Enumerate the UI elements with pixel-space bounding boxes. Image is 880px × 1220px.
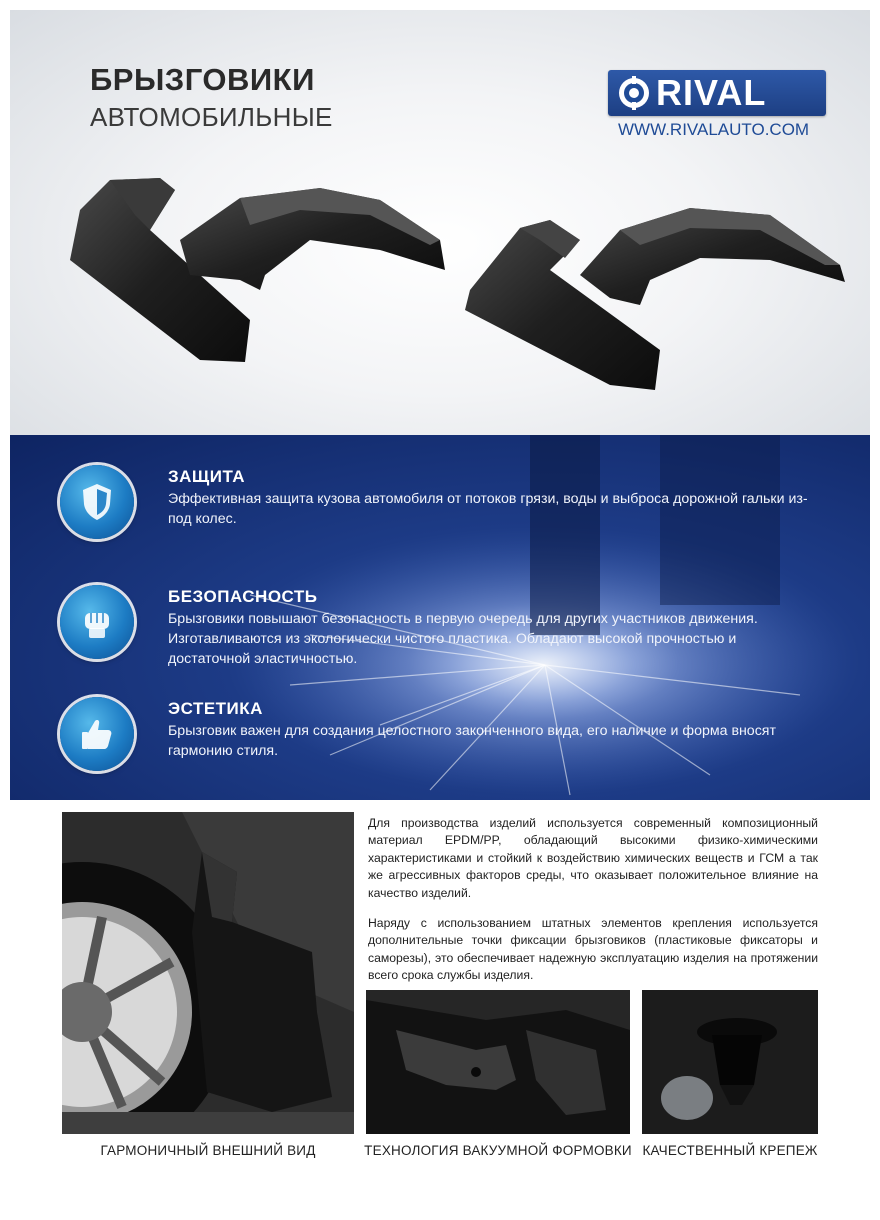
feature-title: БЕЗОПАСНОСТЬ bbox=[168, 587, 318, 606]
title-line2: АВТОМОБИЛЬНЫЕ bbox=[90, 102, 333, 132]
feature-title: ЭСТЕТИКА bbox=[168, 699, 263, 718]
description-paragraph-1: Для производства изделий используется современный композиционный материал EPDM/PP, обладающий высокими физико-химическими характеристиками и стойкий к воздействию химических веществ и ГСМ а так же агрессивных факторов среды, что оказывает положительное влияние на качество изделий. bbox=[368, 816, 818, 900]
shield-icon bbox=[60, 465, 134, 539]
brand-name: RIVAL bbox=[656, 72, 767, 113]
fist-icon bbox=[60, 585, 134, 659]
thumbs-up-icon bbox=[60, 697, 134, 771]
brand-logo bbox=[608, 70, 826, 116]
feature-title: ЗАЩИТА bbox=[168, 467, 246, 486]
description-paragraph-2: Наряду с использованием штатных элементов крепления используется дополнительные точки фиксации брызговиков (пластиковые фиксаторы и саморезы), это обеспечивает надежную эксплуатацию изделия на протяжении всего срока службы изделия. bbox=[368, 916, 818, 983]
car-wheel-photo bbox=[62, 812, 354, 1134]
title-line1: БРЫЗГОВИКИ bbox=[90, 62, 315, 97]
website-link[interactable]: WWW.RIVALAUTO.COM bbox=[618, 120, 810, 139]
hero-section bbox=[10, 10, 870, 435]
caption-photo-3: КАЧЕСТВЕННЫЙ КРЕПЕЖ bbox=[642, 1143, 818, 1158]
plastic-clip-photo bbox=[642, 990, 818, 1134]
features-band bbox=[10, 435, 870, 800]
feature-text: Брызговики повышают безопасность в первую очередь для других участников движения. Изготавливаются из экологически чистого пластика. Обладают высокой прочностью и достаточной эластичностью. bbox=[168, 611, 758, 667]
feature-text: Брызговик важен для создания целостного законченного вида, его наличие и форма вносят гармонию стиля. bbox=[168, 723, 776, 759]
logo-badge-icon bbox=[616, 75, 652, 111]
mudflaps-product-image bbox=[50, 170, 850, 400]
feature-text: Эффективная защита кузова автомобиля от потоков грязи, воды и выброса дорожной гальки из-под колес. bbox=[168, 491, 808, 527]
vacuum-molding-photo bbox=[366, 990, 630, 1134]
caption-photo-1: ГАРМОНИЧНЫЙ ВНЕШНИЙ ВИД bbox=[100, 1143, 316, 1158]
caption-photo-2: ТЕХНОЛОГИЯ ВАКУУМНОЙ ФОРМОВКИ bbox=[364, 1143, 632, 1158]
